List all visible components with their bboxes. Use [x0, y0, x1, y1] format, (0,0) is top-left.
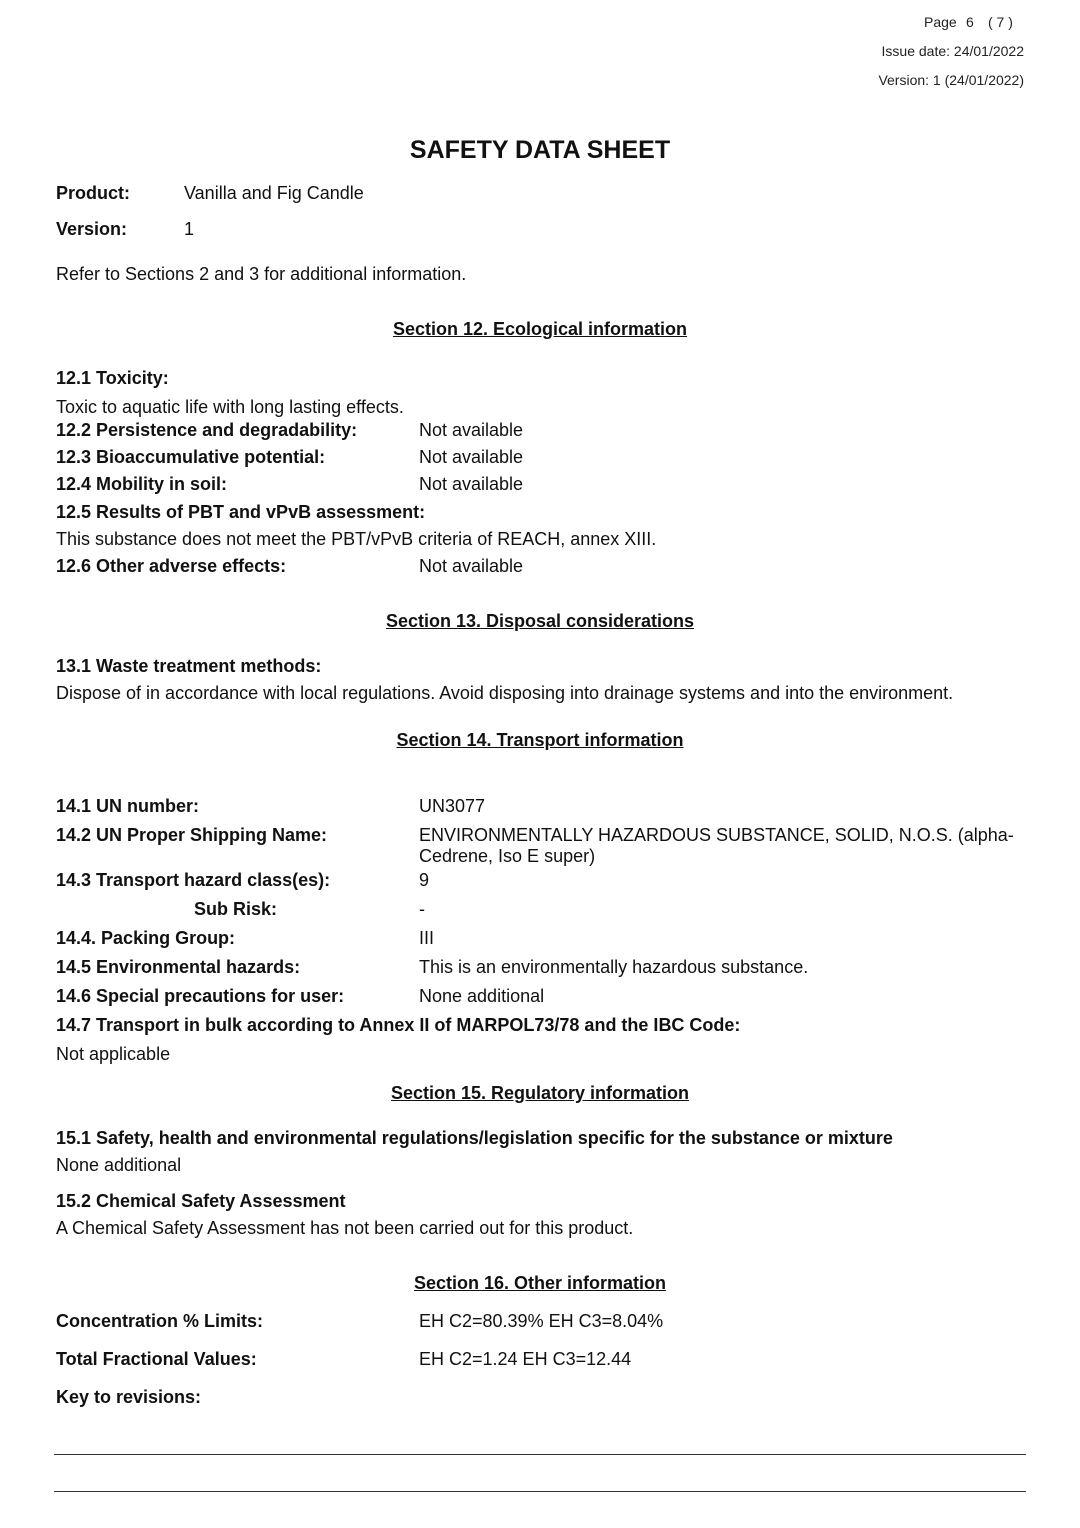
issue-date: Issue date: 24/01/2022 [881, 43, 1024, 59]
hazard-class-value: 9 [419, 870, 430, 890]
section-16-heading: Section 16. Other information [413, 1273, 667, 1293]
refer-note: Refer to Sections 2 and 3 for additional information. [56, 264, 467, 284]
fractional-label: Total Fractional Values: [56, 1349, 257, 1369]
page-label: Page [924, 14, 957, 30]
bulk-transport-label: 14.7 Transport in bulk according to Annex II of MARPOL73/78 and the IBC Code: [56, 1015, 741, 1035]
regulations-value: None additional [56, 1155, 182, 1175]
version-line: Version: 1 (24/01/2022) [878, 72, 1024, 88]
packing-group-value: III [419, 928, 435, 948]
footer-rule-top [54, 1454, 1026, 1455]
shipping-name-label: 14.2 UN Proper Shipping Name: [56, 825, 328, 845]
env-hazards-label: 14.5 Environmental hazards: [56, 957, 301, 977]
toxicity-text: Toxic to aquatic life with long lasting effects. [56, 397, 404, 417]
persistence-label: 12.2 Persistence and degradability: [56, 420, 358, 440]
revisions-label: Key to revisions: [56, 1387, 202, 1407]
document-title: SAFETY DATA SHEET [409, 136, 671, 164]
concentration-label: Concentration % Limits: [56, 1311, 264, 1331]
special-precautions-value: None additional [419, 986, 545, 1006]
fractional-value: EH C2=1.24 EH C3=12.44 [419, 1349, 632, 1369]
csa-value: A Chemical Safety Assessment has not been carried out for this product. [56, 1218, 634, 1238]
hazard-class-label: 14.3 Transport hazard class(es): [56, 870, 331, 890]
page-number: 6 [966, 14, 974, 30]
toxicity-label: 12.1 Toxicity: [56, 368, 169, 388]
pbt-label: 12.5 Results of PBT and vPvB assessment: [56, 502, 426, 522]
section-12-heading: Section 12. Ecological information [392, 319, 688, 339]
csa-label: 15.2 Chemical Safety Assessment [56, 1191, 346, 1211]
pbt-text: This substance does not meet the PBT/vPvB criteria of REACH, annex XIII. [56, 529, 657, 549]
section-14-heading: Section 14. Transport information [396, 730, 684, 750]
un-number-value: UN3077 [419, 796, 486, 816]
footer-rule-bottom [54, 1491, 1026, 1492]
section-15-heading: Section 15. Regulatory information [390, 1083, 690, 1103]
version-label: Version: [56, 219, 128, 239]
sub-risk-value: - [419, 899, 425, 919]
version-value: 1 [184, 219, 195, 239]
section-13-heading: Section 13. Disposal considerations [385, 611, 695, 631]
persistence-value: Not available [419, 420, 524, 440]
sub-risk-label: Sub Risk: [194, 899, 278, 919]
bioaccumulative-label: 12.3 Bioaccumulative potential: [56, 447, 326, 467]
product-value: Vanilla and Fig Candle [184, 183, 364, 203]
mobility-label: 12.4 Mobility in soil: [56, 474, 228, 494]
bioaccumulative-value: Not available [419, 447, 524, 467]
other-effects-label: 12.6 Other adverse effects: [56, 556, 287, 576]
waste-label: 13.1 Waste treatment methods: [56, 656, 322, 676]
waste-text: Dispose of in accordance with local regulations. Avoid disposing into drainage systems and into the environment. [56, 683, 954, 703]
bulk-transport-value: Not applicable [56, 1044, 171, 1064]
other-effects-value: Not available [419, 556, 524, 576]
product-label: Product: [56, 183, 130, 203]
shipping-name-value: ENVIRONMENTALLY HAZARDOUS SUBSTANCE, SOLID, N.O.S. (alpha-Cedrene, Iso E super) [419, 825, 1014, 866]
mobility-value: Not available [419, 474, 524, 494]
un-number-label: 14.1 UN number: [56, 796, 200, 816]
packing-group-label: 14.4. Packing Group: [56, 928, 236, 948]
special-precautions-label: 14.6 Special precautions for user: [56, 986, 345, 1006]
env-hazards-value: This is an environmentally hazardous substance. [419, 957, 809, 977]
concentration-value: EH C2=80.39% EH C3=8.04% [419, 1311, 664, 1331]
regulations-label: 15.1 Safety, health and environmental regulations/legislation specific for the substance or mixture [56, 1128, 893, 1148]
page-total: ( 7 ) [988, 14, 1013, 30]
